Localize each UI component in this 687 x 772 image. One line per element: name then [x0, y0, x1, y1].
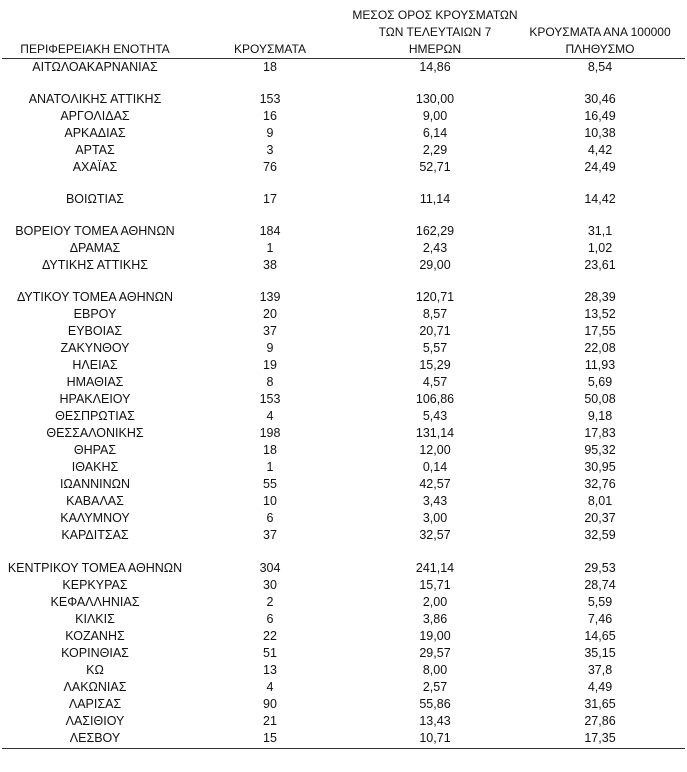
avg-cell: 0,14: [422, 460, 448, 474]
cases-cell: 90: [263, 697, 277, 711]
per100k-cell: 4,42: [587, 143, 613, 157]
per100k-cell: 14,42: [584, 192, 616, 206]
table-row: [0, 408, 687, 425]
per100k-cell: 11,93: [584, 358, 616, 372]
region-cell: ΚΑΒΑΛΑΣ: [66, 494, 124, 508]
avg-cell: 241,14: [415, 561, 455, 575]
region-cell: ΕΒΡΟΥ: [73, 307, 117, 321]
region-cell: ΚΑΛΥΜΝΟΥ: [60, 511, 130, 525]
per100k-cell: 23,61: [584, 258, 616, 272]
region-cell: ΑΧΑΪΑΣ: [72, 160, 118, 174]
avg-cell: 5,57: [422, 341, 448, 355]
region-cell: ΒΟΙΩΤΙΑΣ: [65, 192, 125, 206]
header-region: ΠΕΡΙΦΕΡΕΙΑΚΗ ΕΝΟΤΗΤΑ: [20, 42, 170, 56]
table-row: [0, 730, 687, 747]
per100k-cell: 17,55: [584, 324, 616, 338]
table-row: [0, 223, 687, 240]
region-cell: ΛΑΚΩΝΙΑΣ: [63, 680, 127, 694]
region-cell: ΘΕΣΣΑΛΟΝΙΚΗΣ: [46, 426, 144, 440]
avg-cell: 12,00: [419, 443, 451, 457]
region-cell: ΛΑΡΙΣΑΣ: [68, 697, 122, 711]
cases-cell: 1: [266, 460, 274, 474]
region-cell: ΚΙΛΚΙΣ: [75, 612, 115, 626]
avg-cell: 2,43: [422, 241, 448, 255]
cases-cell: 51: [263, 646, 277, 660]
cases-cell: 2: [266, 595, 274, 609]
table-row: [0, 91, 687, 108]
cases-cell: 18: [263, 443, 277, 457]
region-cell: ΒΟΡΕΙΟΥ ΤΟΜΕΑ ΑΘΗΝΩΝ: [15, 224, 175, 238]
per100k-cell: 30,46: [584, 92, 616, 106]
avg-cell: 8,00: [422, 663, 448, 677]
avg-cell: 4,57: [422, 375, 448, 389]
cases-cell: 17: [263, 192, 277, 206]
cases-cell: 153: [259, 92, 281, 106]
per100k-cell: 17,35: [584, 731, 616, 745]
cases-cell: 8: [266, 375, 274, 389]
cases-cell: 3: [266, 143, 274, 157]
cases-cell: 55: [263, 477, 277, 491]
per100k-cell: 8,01: [587, 494, 613, 508]
region-cell: ΙΘΑΚΗΣ: [71, 460, 119, 474]
cases-cell: 198: [259, 426, 281, 440]
per100k-cell: 30,95: [584, 460, 616, 474]
table-row: [0, 594, 687, 611]
region-cell: ΚΩ: [86, 663, 104, 677]
region-cell: ΑΡΤΑΣ: [75, 143, 115, 157]
per100k-cell: 5,69: [587, 375, 613, 389]
per100k-cell: 50,08: [584, 392, 616, 406]
table-row: [0, 59, 687, 76]
table-row: [0, 357, 687, 374]
cases-cell: 4: [266, 409, 274, 423]
table-row: [0, 527, 687, 544]
table-row: [0, 628, 687, 645]
table-row: [0, 696, 687, 713]
avg-cell: 32,57: [419, 528, 451, 542]
avg-cell: 29,00: [419, 258, 451, 272]
avg-cell: 8,57: [422, 307, 448, 321]
per100k-cell: 24,49: [584, 160, 616, 174]
cases-cell: 6: [266, 612, 274, 626]
region-cell: ΙΩΑΝΝΙΝΩΝ: [59, 477, 131, 491]
header-avg-line1: ΜΕΣΟΣ ΟΡΟΣ ΚΡΟΥΣΜΑΤΩΝ: [352, 8, 518, 22]
header-per100k-line1: ΚΡΟΥΣΜΑΤΑ ΑΝΑ 100000: [529, 25, 671, 39]
table-row: [0, 257, 687, 274]
avg-cell: 19,00: [419, 629, 451, 643]
cases-cell: 76: [263, 160, 277, 174]
per100k-cell: 29,53: [584, 561, 616, 575]
table-row: [0, 323, 687, 340]
region-cell: ΘΕΣΠΡΩΤΙΑΣ: [55, 409, 135, 423]
avg-cell: 14,86: [419, 60, 451, 74]
table-row: [0, 493, 687, 510]
cases-cell: 22: [263, 629, 277, 643]
avg-cell: 9,00: [422, 109, 448, 123]
per100k-cell: 9,18: [587, 409, 613, 423]
cases-cell: 38: [263, 258, 277, 272]
region-cell: ΖΑΚΥΝΘΟΥ: [60, 341, 130, 355]
cases-cell: 37: [263, 528, 277, 542]
cases-cell: 184: [259, 224, 281, 238]
table-row: [0, 391, 687, 408]
per100k-cell: 32,59: [584, 528, 616, 542]
cases-cell: 139: [259, 290, 281, 304]
avg-cell: 15,29: [419, 358, 451, 372]
avg-cell: 2,29: [422, 143, 448, 157]
region-cell: ΗΛΕΙΑΣ: [72, 358, 118, 372]
avg-cell: 131,14: [415, 426, 455, 440]
avg-cell: 5,43: [422, 409, 448, 423]
table-row: [0, 159, 687, 176]
per100k-cell: 5,59: [587, 595, 613, 609]
table-row: [0, 306, 687, 323]
table-row: [0, 577, 687, 594]
table-row: [0, 713, 687, 730]
per100k-cell: 20,37: [584, 511, 616, 525]
cases-cell: 10: [263, 494, 277, 508]
table-row: [0, 289, 687, 306]
per100k-cell: 28,74: [584, 578, 616, 592]
per100k-cell: 22,08: [584, 341, 616, 355]
cases-cell: 6: [266, 511, 274, 525]
region-cell: ΚΟΡΙΝΘΙΑΣ: [61, 646, 129, 660]
region-cell: ΗΡΑΚΛΕΙΟΥ: [59, 392, 131, 406]
region-cell: ΑΡΓΟΛΙΔΑΣ: [60, 109, 130, 123]
avg-cell: 3,43: [422, 494, 448, 508]
bottom-rule: [2, 748, 685, 749]
per100k-cell: 35,15: [584, 646, 616, 660]
table-row: [0, 510, 687, 527]
table-row: [0, 476, 687, 493]
cases-cell: 30: [263, 578, 277, 592]
per100k-cell: 7,46: [587, 612, 613, 626]
region-cell: ΗΜΑΘΙΑΣ: [66, 375, 124, 389]
region-cell: ΛΕΣΒΟΥ: [69, 731, 121, 745]
cases-cell: 153: [259, 392, 281, 406]
per100k-cell: 31,65: [584, 697, 616, 711]
table-row: [0, 560, 687, 577]
per100k-cell: 27,86: [584, 714, 616, 728]
header-avg-line3: ΗΜΕΡΩΝ: [408, 42, 462, 56]
cases-cell: 1: [266, 241, 274, 255]
avg-cell: 20,71: [419, 324, 451, 338]
avg-cell: 11,14: [419, 192, 451, 206]
cases-cell: 19: [263, 358, 277, 372]
cases-cell: 18: [263, 60, 277, 74]
table-row: [0, 442, 687, 459]
per100k-cell: 10,38: [584, 126, 616, 140]
avg-cell: 106,86: [415, 392, 455, 406]
cases-cell: 15: [263, 731, 277, 745]
region-cell: ΚΕΝΤΡΙΚΟΥ ΤΟΜΕΑ ΑΘΗΝΩΝ: [7, 561, 183, 575]
table-row: [0, 374, 687, 391]
per100k-cell: 14,65: [584, 629, 616, 643]
table-row: [0, 662, 687, 679]
per100k-cell: 32,76: [584, 477, 616, 491]
cases-cell: 37: [263, 324, 277, 338]
table-row: [0, 240, 687, 257]
table-row: [0, 611, 687, 628]
table-row: [0, 679, 687, 696]
header-per100k-line2: ΠΛΗΘΥΣΜΟ: [565, 42, 635, 56]
region-cell: ΘΗΡΑΣ: [73, 443, 117, 457]
region-cell: ΑΝΑΤΟΛΙΚΗΣ ΑΤΤΙΚΗΣ: [28, 92, 162, 106]
per100k-cell: 8,54: [587, 60, 613, 74]
region-cell: ΚΕΡΚΥΡΑΣ: [62, 578, 128, 592]
per100k-cell: 37,8: [587, 663, 613, 677]
per100k-cell: 1,02: [587, 241, 613, 255]
avg-cell: 162,29: [415, 224, 455, 238]
avg-cell: 29,57: [419, 646, 451, 660]
avg-cell: 55,86: [419, 697, 451, 711]
per100k-cell: 95,32: [584, 443, 616, 457]
avg-cell: 42,57: [419, 477, 451, 491]
cases-cell: 304: [259, 561, 281, 575]
header-cases: ΚΡΟΥΣΜΑΤΑ: [234, 42, 306, 56]
region-cell: ΚΟΖΑΝΗΣ: [65, 629, 125, 643]
avg-cell: 52,71: [419, 160, 451, 174]
table-row: [0, 125, 687, 142]
table-row: [0, 191, 687, 208]
avg-cell: 6,14: [422, 126, 448, 140]
table-row: [0, 645, 687, 662]
region-cell: ΑΙΤΩΛΟΑΚΑΡΝΑΝΙΑΣ: [32, 60, 158, 74]
table-row: [0, 459, 687, 476]
avg-cell: 15,71: [419, 578, 451, 592]
avg-cell: 120,71: [415, 290, 455, 304]
cases-cell: 4: [266, 680, 274, 694]
avg-cell: 13,43: [419, 714, 451, 728]
per100k-cell: 17,83: [584, 426, 616, 440]
region-cell: ΔΥΤΙΚΟΥ ΤΟΜΕΑ ΑΘΗΝΩΝ: [16, 290, 174, 304]
table-row: [0, 142, 687, 159]
avg-cell: 2,00: [422, 595, 448, 609]
per100k-cell: 28,39: [584, 290, 616, 304]
per100k-cell: 4,49: [587, 680, 613, 694]
region-cell: ΚΕΦΑΛΛΗΝΙΑΣ: [50, 595, 140, 609]
region-cell: ΚΑΡΔΙΤΣΑΣ: [61, 528, 129, 542]
avg-cell: 3,86: [422, 612, 448, 626]
cases-cell: 16: [263, 109, 277, 123]
avg-cell: 2,57: [422, 680, 448, 694]
region-cell: ΔΡΑΜΑΣ: [69, 241, 121, 255]
cases-cell: 13: [263, 663, 277, 677]
region-cell: ΛΑΣΙΘΙΟΥ: [65, 714, 125, 728]
per100k-cell: 31,1: [587, 224, 613, 238]
region-cell: ΔΥΤΙΚΗΣ ΑΤΤΙΚΗΣ: [42, 258, 148, 272]
header-avg-line2: ΤΩΝ ΤΕΛΕΥΤΑΙΩΝ 7: [378, 25, 492, 39]
cases-cell: 9: [266, 341, 274, 355]
table-row: [0, 425, 687, 442]
cases-cell: 21: [263, 714, 277, 728]
table-row: [0, 108, 687, 125]
table-row: [0, 340, 687, 357]
avg-cell: 3,00: [422, 511, 448, 525]
cases-cell: 9: [266, 126, 274, 140]
region-cell: ΕΥΒΟΙΑΣ: [67, 324, 123, 338]
cases-cell: 20: [263, 307, 277, 321]
avg-cell: 130,00: [415, 92, 455, 106]
per100k-cell: 16,49: [584, 109, 616, 123]
avg-cell: 10,71: [419, 731, 451, 745]
per100k-cell: 13,52: [584, 307, 616, 321]
region-cell: ΑΡΚΑΔΙΑΣ: [64, 126, 126, 140]
